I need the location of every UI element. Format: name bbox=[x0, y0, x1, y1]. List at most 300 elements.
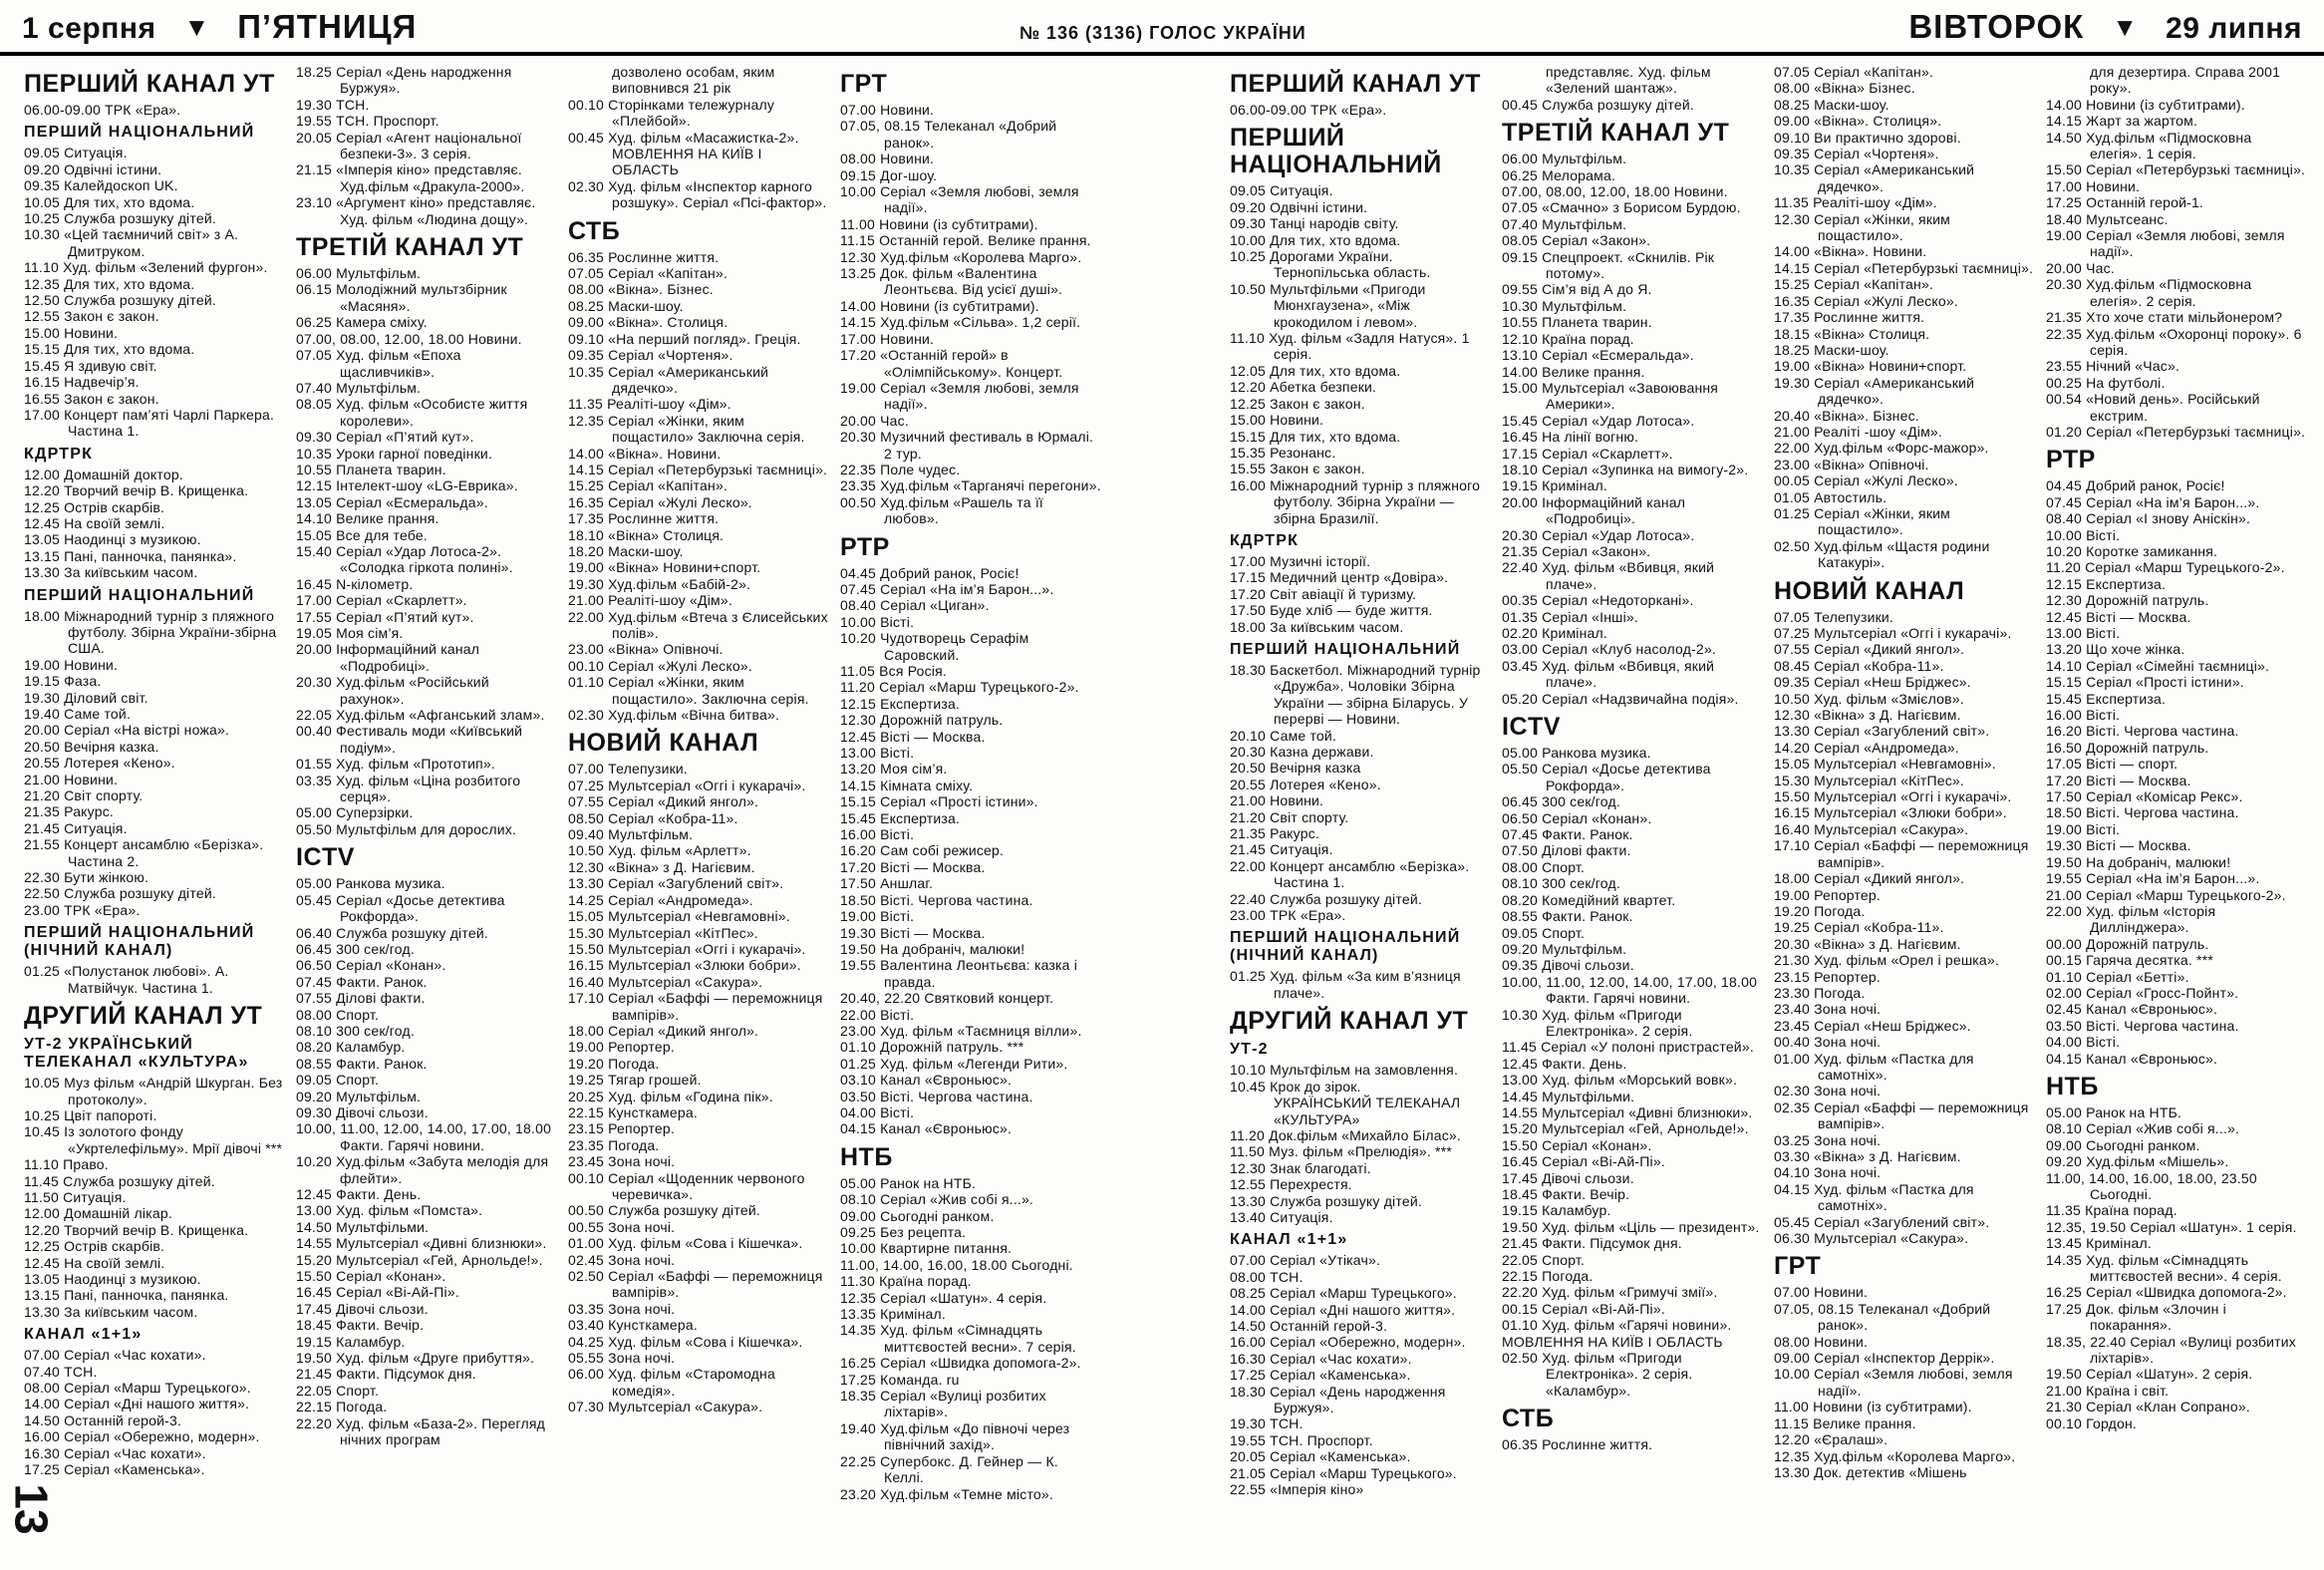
program-entry: 10.00 Вісті. bbox=[840, 613, 915, 630]
program-entry: 18.20 Маски-шоу. bbox=[568, 542, 684, 559]
program-entry: 16.00 Вісті. bbox=[2046, 707, 2121, 724]
program-entry: 21.45 Ситуація. bbox=[1230, 841, 1333, 858]
program-entry: 06.50 Серіал «Конан». bbox=[296, 957, 446, 974]
program-entry: 16.55 Закон є закон. bbox=[24, 390, 159, 407]
program-entry: 03.45 Худ. фільм «Вбивця, який плаче». bbox=[1502, 657, 1715, 691]
program-entry: 19.15 Кримінал. bbox=[1502, 477, 1607, 494]
program-entry: 03.35 Худ. фільм «Ціна розбитого серця». bbox=[296, 772, 521, 805]
program-entry: 09.00 Сьогодні ранком. bbox=[2046, 1136, 2200, 1153]
program-entry: 18.25 Серіал «День народження Буржуя». bbox=[296, 64, 512, 97]
program-entry: 10.00 Вісті. bbox=[2046, 526, 2121, 543]
program-entry: 16.30 Серіал «Час кохати». bbox=[1230, 1350, 1412, 1367]
program-entry: 22.00 Худ.фільм «Форс-мажор». bbox=[1774, 440, 1989, 457]
program-entry: 17.10 Серіал «Баффі — переможниця вампірів». bbox=[568, 990, 823, 1023]
header-right bbox=[1908, 8, 2302, 46]
program-entry: 07.45 Серіал «На ім’я Барон...». bbox=[840, 580, 1054, 597]
program-entry: 07.40 Мультфільм. bbox=[296, 379, 422, 396]
program-entry: 07.05 Худ. фільм «Епоха щасливчиків». bbox=[296, 347, 461, 380]
program-entry: 06.50 Серіал «Конан». bbox=[1502, 809, 1652, 826]
program-entry: 22.35 Худ.фільм «Охоронці пороку». 6 серія. bbox=[2046, 325, 2302, 358]
channel-heading: ПЕРШИЙ КАНАЛ УТ bbox=[24, 70, 275, 98]
program-entry: 10.00 Серіал «Земля любові, земля надії». bbox=[1774, 1366, 2013, 1399]
program-entry: 23.00 «Вікна» Опівночі. bbox=[1774, 456, 1929, 472]
program-entry: 08.25 Серіал «Марш Турецького». bbox=[1230, 1285, 1457, 1302]
program-entry: 18.15 «Вікна» Столиця. bbox=[1774, 325, 1930, 342]
program-entry: 09.05 Спорт. bbox=[296, 1072, 380, 1089]
channel-heading: ПЕРШИЙ КАНАЛ УТ bbox=[1230, 70, 1481, 98]
program-entry: 17.25 Док. фільм «Злочин і покарання». bbox=[2046, 1300, 2226, 1334]
program-entry: 22.15 Кунсткамера. bbox=[568, 1103, 698, 1120]
program-entry: 03.50 Вісті. Чергова частина. bbox=[2046, 1017, 2239, 1034]
program-entry: 08.40 Серіал «Циган». bbox=[840, 597, 990, 614]
program-entry: 21.45 Факти. Підсумок дня. bbox=[1502, 1235, 1682, 1252]
program-entry: 00.05 Серіал «Жулі Леско». bbox=[1774, 472, 1958, 489]
program-entry: 15.50 Серіал «Конан». bbox=[1502, 1136, 1652, 1153]
program-entry: 10.00 Для тих, хто вдома. bbox=[1230, 231, 1401, 248]
program-entry: 02.30 Худ.фільм «Вічна битва». bbox=[568, 707, 780, 724]
program-entry: 18.45 Факти. Вечір. bbox=[1502, 1186, 1630, 1202]
program-entry: 15.25 Серіал «Капітан». bbox=[1774, 276, 1934, 293]
program-entry: 04.25 Худ. фільм «Сова і Кішечка». bbox=[568, 1333, 803, 1350]
program-entry: 16.15 Надвечір’я. bbox=[24, 374, 140, 391]
program-entry: 11.30 Країна порад. bbox=[840, 1273, 972, 1290]
program-entry: 10.25 Служба розшуку дітей. bbox=[24, 210, 216, 227]
program-entry: 05.50 Мультфільм для дорослих. bbox=[296, 820, 517, 837]
program-entry: 05.45 Серіал «Досье детектива Рокфорда». bbox=[296, 891, 505, 925]
program-entry: 03.10 Канал «Євроньюс». bbox=[840, 1072, 1013, 1089]
program-entry: 15.50 Серіал «Конан». bbox=[296, 1268, 446, 1285]
program-entry: 08.10 Серіал «Жив собі я...». bbox=[2046, 1120, 2240, 1137]
program-entry: 23.20 Худ.фільм «Темне місто». bbox=[840, 1485, 1053, 1502]
program-entry: 14.00 Новини (із субтитрами). bbox=[2046, 96, 2245, 113]
page-number: 13 bbox=[5, 1483, 58, 1535]
program-entry: 03.50 Вісті. Чергова частина. bbox=[840, 1088, 1033, 1104]
program-entry: 20.50 Вечірня казка bbox=[1230, 760, 1361, 777]
column-4 bbox=[840, 64, 1101, 1502]
program-entry: 19.50 На добраніч, малюки! bbox=[840, 940, 1025, 957]
program-entry: 14.00 Велике прання. bbox=[1502, 363, 1645, 380]
program-entry: 00.10 Гордон. bbox=[2046, 1414, 2137, 1431]
program-entry: 20.00 Час. bbox=[840, 412, 909, 429]
program-entry: 02.50 Худ. фільм «Пригоди Електроніка». 2 серія. «Каламбур». bbox=[1502, 1350, 1693, 1399]
program-entry: 15.50 Серіал «Петербурзькі таємниці». bbox=[2046, 161, 2306, 178]
program-entry: 18.00 Серіал «Дикий янгол». bbox=[1774, 870, 1965, 887]
program-entry: 12.20 Абетка безпеки. bbox=[1230, 379, 1377, 396]
program-entry: 13.00 Худ. фільм «Помста». bbox=[296, 1202, 483, 1219]
program-entry: 12.30 Дорожній патруль. bbox=[2046, 592, 2209, 609]
program-entry: 21.00 Реаліті -шоу «Дім». bbox=[1774, 423, 1943, 440]
program-entry: 06.35 Рослинне життя. bbox=[1502, 1436, 1653, 1453]
channel-heading: РТР bbox=[840, 532, 890, 561]
program-entry: 02.20 Кримінал. bbox=[1502, 625, 1607, 641]
program-entry: 10.20 Худ.фільм «Забута мелодія для флейти». bbox=[296, 1153, 549, 1186]
program-entry: 01.25 Худ. фільм «Легенди Рити». bbox=[840, 1055, 1068, 1072]
program-entry: 11.10 Худ. фільм «Задля Натуся». 1 серія. bbox=[1230, 330, 1470, 363]
program-entry: 14.15 Серіал «Петербурзькі таємниці». bbox=[568, 461, 828, 477]
program-entry: 19.55 Серіал «На ім’я Барон...». bbox=[2046, 870, 2260, 887]
program-entry: 07.05, 08.15 Телеканал «Добрий ранок». bbox=[840, 118, 1057, 151]
program-entry: 07.05 Серіал «Капітан». bbox=[568, 265, 728, 282]
program-entry: 12.55 Закон є закон. bbox=[24, 308, 159, 325]
program-entry: 11.15 Останній герой. Велике прання. bbox=[840, 232, 1091, 249]
program-entry: 23.15 Репортер. bbox=[1774, 968, 1881, 985]
program-entry: 10.20 Коротке замикання. bbox=[2046, 542, 2218, 559]
program-entry: 09.35 Серіал «Чортеня». bbox=[568, 347, 733, 364]
program-entry: 19.00 «Вікна» Новини+спорт. bbox=[568, 559, 761, 576]
program-entry: 08.55 Факти. Ранок. bbox=[296, 1055, 428, 1072]
program-entry: 18.35, 22.40 Серіал «Вулиці розбитих ліхтарів». bbox=[2046, 1333, 2296, 1367]
program-entry: 17.45 Дівочі сльози. bbox=[296, 1300, 429, 1317]
program-entry: 10.35 Серіал «Американський дядечко». bbox=[568, 363, 769, 396]
program-entry: 13.05 Наодинці з музикою. bbox=[24, 531, 201, 548]
program-entry: 05.45 Серіал «Загублений світ». bbox=[1774, 1213, 1990, 1230]
program-entry: 22.40 Худ. фільм «Вбивця, який плаче». bbox=[1502, 559, 1715, 592]
program-entry: 07.25 Мультсеріал «Оггі і кукарачі». bbox=[568, 777, 806, 793]
program-entry: 09.30 Танці народів світу. bbox=[1230, 215, 1399, 232]
program-entry: 18.40 Мультсеанс. bbox=[2046, 210, 2169, 227]
program-entry: 08.00 «Вікна». Бізнес. bbox=[568, 281, 714, 298]
program-entry: 08.00 «Вікна» Бізнес. bbox=[1774, 80, 1915, 97]
program-entry: 08.00 Спорт. bbox=[296, 1006, 380, 1023]
program-entry: 09.00 «Вікна». Столиця. bbox=[568, 314, 728, 331]
program-entry: 14.00 «Вікна». Новини. bbox=[568, 445, 722, 462]
program-entry: 15.05 Мультсеріал «Невгамовні». bbox=[568, 908, 790, 925]
right-date: 29 липня bbox=[2166, 12, 2302, 45]
program-entry: 00.10 Серіал «Щоденник червоного черевичка». bbox=[568, 1169, 805, 1202]
program-entry: 21.15 «Імперія кіно» представляє. Худ.фільм «Дракула-2000». bbox=[296, 161, 525, 194]
program-entry: 13.20 Що хоче жінка. bbox=[2046, 641, 2185, 658]
program-entry: 14.50 Останній герой-3. bbox=[1230, 1317, 1388, 1334]
program-entry: 11.45 Серіал «У полоні пристрастей». bbox=[1502, 1039, 1754, 1056]
continuation-line: для дезертира. Справа 2001 року». bbox=[2090, 64, 2281, 97]
program-entry: 06.15 Молодіжний мультзбірник «Масяня». bbox=[296, 281, 507, 314]
program-entry: 20.00 Час. bbox=[2046, 259, 2115, 276]
program-entry: 00.35 Серіал «Недоторкані». bbox=[1502, 592, 1694, 609]
program-entry: 12.45 Вісті — Москва. bbox=[840, 728, 986, 745]
program-entry: 10.05 Для тих, хто вдома. bbox=[24, 193, 195, 210]
program-entry: 22.00 Худ.фільм «Втеча з Єлисейських полів». bbox=[568, 608, 828, 641]
program-entry: 01.10 Дорожній патруль. *** bbox=[840, 1039, 1024, 1056]
program-entry: 03.30 «Вікна» з Д. Нагієвим. bbox=[1774, 1148, 1961, 1164]
program-entry: 01.10 Худ. фільм «Гарячі новини». bbox=[1502, 1317, 1732, 1334]
program-entry: 22.25 Супербокс. Д. Гейнер — К. Келлі. bbox=[840, 1452, 1058, 1486]
program-entry: 19.15 Каламбур. bbox=[1502, 1202, 1611, 1219]
program-entry: 06.00 Худ. фільм «Старомодна комедія». bbox=[568, 1366, 775, 1399]
program-entry: 08.50 Серіал «Кобра-11». bbox=[568, 809, 738, 826]
program-entry: 09.20 Мультфільм. bbox=[296, 1088, 422, 1104]
program-entry: 02.50 Серіал «Баффі — переможниця вампірів». bbox=[568, 1268, 823, 1301]
program-entry: 21.00 Новини. bbox=[24, 771, 119, 787]
section-heading: УТ-2 УКРАЇНСЬКИЙ ТЕЛЕКАНАЛ «КУЛЬТУРА» bbox=[24, 1036, 249, 1072]
channel-heading: ICTV bbox=[1502, 713, 1561, 742]
channel-heading: ГРТ bbox=[1774, 1252, 1822, 1281]
program-entry: 00.40 Зона ночі. bbox=[1774, 1034, 1882, 1051]
program-entry: 06.00-09.00 ТРК «Ера». bbox=[24, 102, 181, 118]
program-entry: 16.35 Серіал «Жулі Леско». bbox=[568, 493, 752, 510]
program-entry: 07.25 Мультсеріал «Оггі і кукарачі». bbox=[1774, 625, 2012, 641]
section-heading: КДРТРК bbox=[24, 445, 94, 463]
program-entry: 04.15 Худ. фільм «Пастка для самотніх». bbox=[1774, 1180, 1974, 1214]
program-entry: 22.20 Худ. фільм «База-2». Перегляд нічних програм bbox=[296, 1414, 546, 1448]
program-entry: 13.00 Худ. фільм «Морський вовк». bbox=[1502, 1072, 1738, 1089]
program-entry: 01.25 «Полустанок любові». А. Матвійчук. Частина 1. bbox=[24, 963, 229, 996]
program-entry: 17.35 Рослинне життя. bbox=[568, 510, 720, 527]
program-entry: 07.55 Ділові факти. bbox=[296, 990, 426, 1007]
program-entry: 16.15 Мультсеріал «Злюки бобри». bbox=[568, 957, 801, 974]
program-entry: 12.25 Закон є закон. bbox=[1230, 395, 1365, 412]
program-entry: 20.30 Серіал «Удар Лотоса». bbox=[1502, 526, 1695, 543]
program-entry: 14.00 Серіал «Дні нашого життя». bbox=[24, 1396, 250, 1413]
program-entry: 16.35 Серіал «Жулі Леско». bbox=[1774, 292, 1958, 309]
program-entry: 14.15 Серіал «Петербурзькі таємниці». bbox=[1774, 259, 2034, 276]
program-entry: 10.30 Мультфільм. bbox=[1502, 297, 1627, 314]
program-entry: 23.30 Погода. bbox=[1774, 984, 1866, 1001]
program-entry: 10.05 Муз фільм «Андрій Шкурган. Без протоколу». bbox=[24, 1075, 283, 1107]
program-entry: 11.00, 14.00, 16.00, 18.00, 23.50 Сьогодні. bbox=[2046, 1169, 2257, 1202]
program-entry: 14.00 Серіал «Дні нашого життя». bbox=[1230, 1301, 1456, 1318]
program-entry: 07.40 ТСН. bbox=[24, 1363, 98, 1380]
program-entry: 14.15 Жарт за жартом. bbox=[2046, 113, 2198, 130]
program-entry: 11.50 Ситуація. bbox=[24, 1188, 127, 1205]
program-entry: 22.50 Служба розшуку дітей. bbox=[24, 885, 216, 902]
program-entry: 09.30 Дівочі сльози. bbox=[296, 1103, 429, 1120]
program-entry: 09.05 Спорт. bbox=[1502, 924, 1586, 941]
program-entry: 17.10 Серіал «Баффі — переможниця вампірів». bbox=[1774, 837, 2029, 870]
program-entry: 06.45 300 сек/год. bbox=[296, 940, 415, 957]
program-entry: 05.50 Серіал «Досье детектива Рокфорда». bbox=[1502, 761, 1711, 793]
program-entry: 17.50 Аншлаг. bbox=[840, 875, 934, 892]
program-entry: 03.35 Зона ночі. bbox=[568, 1300, 676, 1317]
program-entry: 07.55 Серіал «Дикий янгол». bbox=[1774, 641, 1965, 658]
section-heading: ПЕРШИЙ НАЦІОНАЛЬНИЙ (НІЧНИЙ КАНАЛ) bbox=[1230, 929, 1461, 965]
section-heading: УТ-2 bbox=[1230, 1041, 1269, 1059]
program-entry: 19.20 Погода. bbox=[568, 1055, 660, 1072]
program-entry: 08.10 300 сек/год. bbox=[1502, 875, 1620, 892]
program-entry: 01.35 Серіал «Інші». bbox=[1502, 608, 1638, 625]
program-entry: 05.00 Ранкова музика. bbox=[1502, 745, 1651, 762]
program-entry: 09.05 Ситуація. bbox=[24, 145, 128, 161]
program-entry: 10.55 Планета тварин. bbox=[296, 461, 446, 477]
program-entry: 11.45 Служба розшуку дітей. bbox=[24, 1172, 215, 1189]
program-entry: 01.05 Автостиль. bbox=[1774, 488, 1888, 505]
program-entry: 12.15 Експертиза. bbox=[840, 695, 961, 712]
program-entry: 12.50 Служба розшуку дітей. bbox=[24, 292, 216, 309]
program-entry: 17.25 Серіал «Каменська». bbox=[24, 1461, 205, 1478]
program-entry: 16.45 Серіал «Ві-Ай-Пі». bbox=[296, 1284, 459, 1301]
program-entry: 07.00 Телепузики. bbox=[568, 761, 689, 778]
program-entry: 23.15 Репортер. bbox=[568, 1120, 675, 1137]
program-entry: 22.00 Худ. фільм «Історія Диллінджера». bbox=[2046, 902, 2216, 936]
program-entry: 09.20 Худ.фільм «Мішель». bbox=[2046, 1153, 2229, 1170]
program-entry: 15.25 Серіал «Капітан». bbox=[568, 477, 728, 494]
program-entry: 07.05 «Смачно» з Борисом Бурдою. bbox=[1502, 199, 1741, 216]
program-entry: 18.00 Серіал «Дикий янгол». bbox=[568, 1022, 759, 1039]
program-entry: 14.10 Велике прання. bbox=[296, 510, 439, 527]
program-entry: 07.00 Новини. bbox=[840, 102, 935, 118]
program-entry: 13.10 Серіал «Есмеральда». bbox=[1502, 347, 1694, 364]
program-entry: 00.50 Служба розшуку дітей. bbox=[568, 1202, 760, 1219]
program-entry: 16.50 Дорожній патруль. bbox=[2046, 739, 2209, 756]
program-entry: 23.35 Худ.фільм «Тарганячі перегони». bbox=[840, 477, 1101, 494]
program-entry: 13.00 Вісті. bbox=[2046, 625, 2121, 641]
program-entry: 07.00 Серіал «Час кохати». bbox=[24, 1347, 206, 1364]
program-entry: 12.35, 19.50 Серіал «Шатун». 1 серія. bbox=[2046, 1218, 2297, 1235]
channel-heading: ПЕРШИЙ НАЦІОНАЛЬНИЙ bbox=[1230, 124, 1442, 179]
program-entry: 05.20 Серіал «Надзвичайна подія». bbox=[1502, 690, 1739, 707]
program-entry: 18.30 Баскетбол. Міжнародний турнір «Дружба». Чоловіки Збірна України — збірна Біларусь. У перерві — Новини. bbox=[1230, 661, 1481, 728]
program-entry: 22.05 Спорт. bbox=[296, 1382, 380, 1399]
program-entry: 21.35 Хто хоче стати мільйонером? bbox=[2046, 309, 2283, 326]
program-entry: 09.00 «Вікна». Столиця». bbox=[1774, 113, 1942, 130]
continuation-line: дозволено особам, яким виповнився 21 рік bbox=[612, 64, 775, 97]
program-entry: 12.35 Серіал «Шатун». 4 серія. bbox=[840, 1289, 1047, 1306]
program-entry: 14.55 Мультсеріал «Дивні близнюки». bbox=[296, 1235, 547, 1252]
triangle-down-icon: ▼ bbox=[2112, 12, 2139, 42]
program-entry: 20.55 Лотерея «Кено». bbox=[1230, 776, 1381, 792]
left-day-title: П’ЯТНИЦЯ bbox=[237, 8, 418, 45]
program-entry: 09.25 Без рецепта. bbox=[840, 1224, 967, 1240]
program-entry: 09.10 Ви практично здорові. bbox=[1774, 129, 1961, 146]
program-entry: 19.55 ТСН. Проспорт. bbox=[1230, 1431, 1373, 1448]
column-8 bbox=[2046, 64, 2307, 1502]
program-entry: 06.30 Мультсеріал «Сакура». bbox=[1774, 1230, 1969, 1247]
program-entry: 21.00 Серіал «Марш Турецького-2». bbox=[2046, 886, 2286, 903]
program-entry: 13.25 Док. фільм «Валентина Леонтьєва. Від усієї душі». bbox=[840, 265, 1063, 298]
program-entry: 22.35 Поле чудес. bbox=[840, 461, 961, 477]
program-entry: 03.40 Кунсткамера. bbox=[568, 1317, 698, 1334]
program-entry: 21.00 Новини. bbox=[1230, 792, 1324, 809]
program-entry: 13.05 Серіал «Есмеральда». bbox=[296, 493, 488, 510]
program-entry: 09.55 Сім’я від А до Я. bbox=[1502, 281, 1652, 298]
program-entry: 08.00 Новини. bbox=[840, 151, 935, 167]
program-entry: 09.10 «На перший погляд». Греція. bbox=[568, 330, 801, 347]
program-entry: 12.20 Творчий вечір В. Крищенка. bbox=[24, 482, 249, 499]
section-heading: ПЕРШИЙ НАЦІОНАЛЬНИЙ bbox=[24, 124, 255, 142]
program-entry: 12.45 Факти. День. bbox=[296, 1186, 422, 1202]
program-entry: 00.50 Худ.фільм «Рашель та її любов». bbox=[840, 493, 1044, 527]
program-entry: 19.50 Худ. фільм «Друге прибуття». bbox=[296, 1350, 535, 1367]
column-7 bbox=[1774, 64, 2035, 1502]
program-entry: 14.50 Останній герой-3. bbox=[24, 1412, 182, 1428]
program-entry: 01.25 Серіал «Жінки, яким пощастило». bbox=[1774, 504, 1950, 538]
program-entry: 17.25 Серіал «Каменська». bbox=[1230, 1367, 1411, 1384]
program-entry: 22.55 «Імперія кіно» bbox=[1230, 1481, 1364, 1498]
program-entry: 07.40 Мультфільм. bbox=[1502, 215, 1627, 232]
program-entry: 08.00 Серіал «Марш Турецького». bbox=[24, 1380, 251, 1396]
program-entry: 19.30 Худ.фільм «Бабій-2». bbox=[568, 575, 751, 592]
program-entry: 12.35 Для тих, хто вдома. bbox=[24, 275, 195, 292]
program-entry: 00.15 Гаряча десятка. *** bbox=[2046, 952, 2213, 969]
program-entry: 08.00 ТСН. bbox=[1230, 1268, 1304, 1285]
program-entry: 07.45 Серіал «На ім’я Барон...». bbox=[2046, 493, 2260, 510]
program-entry: 13.45 Кримінал. bbox=[2046, 1235, 2152, 1252]
program-entry: 01.20 Серіал «Петербурзькі таємниці». bbox=[2046, 423, 2306, 440]
program-entry: 16.00 Вісті. bbox=[840, 826, 915, 843]
program-entry: 22.00 Концерт ансамблю «Берізка». Частина 1. bbox=[1230, 857, 1470, 891]
program-entry: 21.55 Концерт ансамблю «Берізка». Частина 2. bbox=[24, 836, 264, 869]
program-entry: 18.35 Серіал «Вулиці розбитих ліхтарів». bbox=[840, 1388, 1046, 1420]
program-entry: 20.00 Серіал «На вістрі ножа». bbox=[24, 722, 230, 739]
header-left bbox=[22, 8, 417, 46]
program-entry: 10.35 Серіал «Американський дядечко». bbox=[1774, 161, 1975, 194]
program-entry: 07.45 Факти. Ранок. bbox=[1502, 826, 1633, 843]
program-entry: 19.25 Серіал «Кобра-11». bbox=[1774, 919, 1944, 936]
program-entry: 01.00 Худ. фільм «Сова і Кішечка». bbox=[568, 1235, 803, 1252]
program-entry: 10.35 Уроки гарної поведінки. bbox=[296, 445, 493, 462]
program-entry: 01.10 Серіал «Жінки, яким пощастило». Заключна серія. bbox=[568, 674, 809, 707]
program-entry: 17.20 Вісті — Москва. bbox=[840, 858, 986, 875]
program-entry: 19.55 Валентина Леонтьєва: казка і правда. bbox=[840, 957, 1078, 990]
program-entry: 08.05 Серіал «Закон». bbox=[1502, 232, 1651, 249]
program-entry: 23.40 Зона ночі. bbox=[1774, 1001, 1882, 1018]
program-entry: 12.05 Для тих, хто вдома. bbox=[1230, 362, 1401, 379]
program-entry: 12.45 На своїй землі. bbox=[24, 514, 165, 531]
program-entry: 21.20 Світ спорту. bbox=[1230, 808, 1349, 825]
program-entry: 12.45 Вісті — Москва. bbox=[2046, 608, 2191, 625]
program-entry: 04.45 Добрий ранок, Росіє! bbox=[2046, 477, 2225, 494]
program-entry: 22.20 Худ. фільм «Гримучі змії». bbox=[1502, 1284, 1718, 1301]
program-entry: 19.15 Каламбур. bbox=[296, 1333, 406, 1350]
program-entry: 17.55 Серіал «П’ятий кут». bbox=[296, 608, 474, 625]
program-entry: 10.50 Мультфільми «Пригоди Мюнхгаузена», «Між крокодилом і левом». bbox=[1230, 280, 1426, 330]
program-entry: 08.25 Маски-шоу. bbox=[1774, 96, 1889, 113]
program-entry: 09.35 Серіал «Чортеня». bbox=[1774, 146, 1939, 162]
program-entry: 09.00 Сьогодні ранком. bbox=[840, 1207, 995, 1224]
program-entry: 20.30 Худ.фільм «Підмосковна елегія». 2 серія. bbox=[2046, 276, 2252, 309]
program-entry: 18.10 Серіал «Зупинка на вимогу-2». bbox=[1502, 461, 1749, 477]
program-entry: 20.30 Худ.фільм «Російський рахунок». bbox=[296, 674, 489, 707]
program-entry: 13.30 За київським часом. bbox=[24, 1303, 198, 1320]
program-entry: 17.00 Новини. bbox=[2046, 177, 2141, 194]
section-heading: КАНАЛ «1+1» bbox=[1230, 1231, 1348, 1249]
program-entry: 19.00 Репортер. bbox=[568, 1039, 675, 1056]
program-entry: 19.15 Фаза. bbox=[24, 673, 102, 690]
program-entry: 07.05, 08.15 Телеканал «Добрий ранок». bbox=[1774, 1300, 1991, 1334]
program-entry: 10.45 Крок до зірок. bbox=[1230, 1078, 1361, 1095]
program-entry: 00.15 Серіал «Ві-Ай-Пі». bbox=[1502, 1300, 1665, 1317]
program-entry: 16.30 Серіал «Час кохати». bbox=[24, 1444, 206, 1461]
program-entry: 12.15 Інтелект-шоу «LG-Еврика». bbox=[296, 477, 518, 494]
program-entry: 03.25 Зона ночі. bbox=[1774, 1131, 1882, 1148]
program-entry: 14.00 «Вікна». Новини. bbox=[1774, 243, 1927, 260]
program-entry: 05.00 Ранок на НТБ. bbox=[2046, 1103, 2182, 1120]
issue-title: № 136 (3136) ГОЛОС УКРАЇНИ bbox=[1018, 23, 1307, 43]
program-entry: 19.30 Серіал «Американський дядечко». bbox=[1774, 374, 1975, 408]
program-entry: 19.30 Діловий світ. bbox=[24, 689, 148, 706]
program-entry: 17.45 Дівочі сльози. bbox=[1502, 1169, 1634, 1186]
program-entry: 09.15 Спецпроект. «Скнилів. Рік потому». bbox=[1502, 248, 1715, 282]
program-entry: 23.00 Худ. фільм «Таємниця вілли». bbox=[840, 1022, 1082, 1039]
program-entry: 07.00 Серіал «Утікач». bbox=[1230, 1252, 1381, 1269]
program-entry: 13.15 Пані, панночка, панянка». bbox=[24, 547, 237, 564]
program-entry: 01.00 Худ. фільм «Пастка для самотніх». bbox=[1774, 1050, 1974, 1083]
program-entry: 07.00, 08.00, 12.00, 18.00 Новини. bbox=[296, 330, 522, 347]
program-entry: 23.00 «Вікна» Опівночі. bbox=[568, 641, 724, 658]
program-entry: 10.00, 11.00, 12.00, 14.00, 17.00, 18.00 Факти. Гарячі новини. bbox=[1502, 973, 1758, 1007]
program-entry: 12.30 Дорожній патруль. bbox=[840, 712, 1004, 729]
program-entry: 19.20 Погода. bbox=[1774, 902, 1866, 919]
program-entry: 17.35 Рослинне життя. bbox=[1774, 309, 1925, 326]
channel-heading: НОВИЙ КАНАЛ bbox=[568, 729, 759, 758]
program-entry: 15.20 Мультсеріал «Гей, Арнольде!». bbox=[296, 1251, 543, 1268]
program-entry: 15.05 Все для тебе. bbox=[296, 526, 428, 543]
program-entry: 06.35 Рослинне життя. bbox=[568, 248, 720, 265]
program-entry: 15.50 Мультсеріал «Оггі і кукарачі». bbox=[1774, 788, 2012, 805]
program-entry: 12.30 «Вікна» з Д. Нагієвим. bbox=[568, 858, 755, 875]
program-entry: 16.40 Мультсеріал «Сакура». bbox=[1774, 820, 1969, 837]
program-entry: 22.00 Вісті. bbox=[840, 1006, 915, 1023]
program-entry: 11.05 Вся Росія. bbox=[840, 663, 947, 679]
